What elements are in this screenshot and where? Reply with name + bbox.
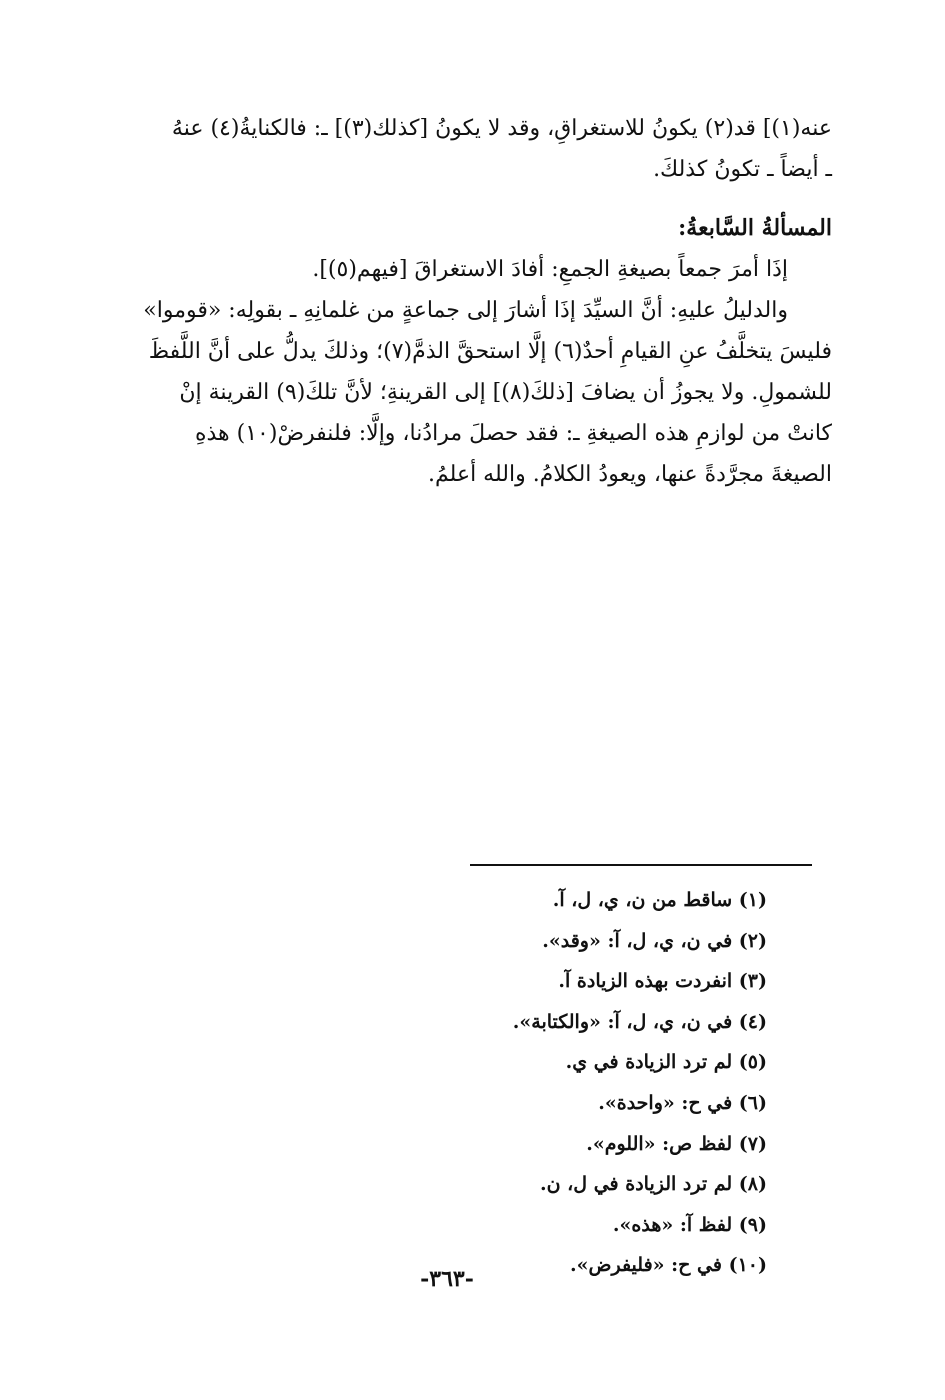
main-text — [118, 108, 832, 495]
text-line: فليسَ يتخلَّفُ عنِ القيامِ أحدٌ(٦) إلَّا استحقَّ الذمَّ(٧)؛ وذلكَ يدلُّ على أنَّ اللَّفظَ — [148, 339, 832, 364]
section-heading: المسألةُ السَّابعةُ: — [678, 215, 832, 241]
page-number: -٣٦٣- — [420, 1266, 474, 1292]
text-line: الصيغةَ مجرَّدةً عنها، ويعودُ الكلامُ. والله أعلمُ. — [428, 462, 832, 487]
footnote: (٧) لفظ ص: «اللوم». — [586, 1132, 767, 1155]
footnote: (١٠) في ح: «فليفرض». — [570, 1254, 767, 1277]
text-line: والدليلُ عليهِ: أنَّ السيِّدَ إذَا أشارَ إلى جماعةٍ من غلمانِهِ ـ بقولِه: «قوموا» — [143, 298, 788, 323]
footnotes — [347, 880, 767, 1286]
footnote: (٥) لم ترد الزيادة في ي. — [565, 1051, 767, 1074]
footnote: (١) ساقط من ن، ي، ل، آ. — [552, 889, 767, 911]
footnote: (٢) في ن، ي، ل، آ: «وقد». — [542, 929, 767, 952]
footnote: (٩) لفظ آ: «هذه». — [612, 1213, 767, 1236]
text-line: عنه(١)] قد(٢) يكونُ للاستغراقِ، وقد لا يكونُ [كذلك(٣)] ـ: فالكنايةُ(٤) عنهُ — [171, 116, 832, 141]
footnote: (٤) في ن، ي، ل، آ: «والكتابة». — [512, 1010, 767, 1033]
footnote: (٦) في ح: «واحدة». — [598, 1091, 767, 1114]
text-line: ـ أيضاً ـ تكونُ كذلكَ. — [653, 157, 832, 182]
footnote-divider — [470, 864, 812, 866]
text-line: كانتْ من لوازمِ هذه الصيغةِ ـ: فقد حصلَ مرادُنا، وإلَّا: فلنفرضْ(١٠) هذهِ — [194, 421, 832, 446]
text-line: للشمولِ. ولا يجوزُ أن يضافَ [ذلكَ(٨)] إلى القرينةِ؛ لأنَّ تلكَ(٩) القرينة إنْ — [179, 380, 832, 405]
paragraph-statement: إذَا أمرَ جمعاً بصيغةِ الجمعِ: أفادَ الاستغراقَ [فيهم(٥)]. — [312, 257, 788, 282]
footnote: (٨) لم ترد الزيادة في ل، ن. — [539, 1173, 767, 1196]
footnote: (٣) انفردت بهذه الزيادة آ. — [558, 970, 767, 993]
